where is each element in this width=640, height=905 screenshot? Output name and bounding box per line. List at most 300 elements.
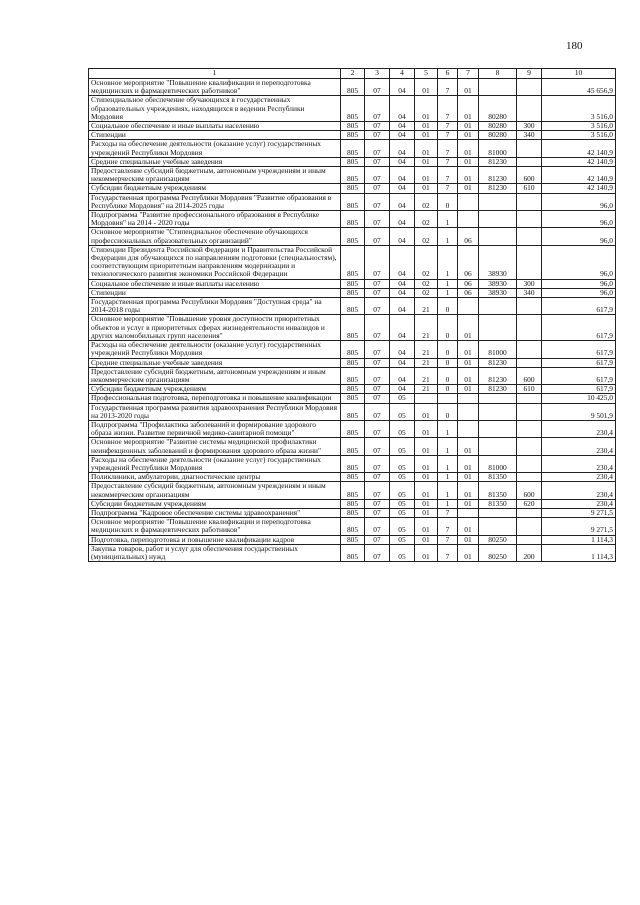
code-cell: 0 bbox=[438, 341, 458, 358]
amount-cell: 42 140,9 bbox=[542, 167, 616, 184]
row-name-cell: Средние специальные учебные заведения bbox=[89, 358, 341, 367]
code-cell: 01 bbox=[458, 367, 479, 384]
code-cell: 38930 bbox=[479, 279, 517, 288]
code-cell: 01 bbox=[458, 358, 479, 367]
table-row bbox=[89, 499, 616, 508]
code-cell: 1 bbox=[438, 499, 458, 508]
code-cell: 1 bbox=[438, 420, 458, 437]
code-cell: 05 bbox=[390, 455, 415, 472]
code-cell: 7 bbox=[438, 131, 458, 140]
code-cell: 01 bbox=[458, 79, 479, 96]
code-cell: 81230 bbox=[479, 358, 517, 367]
code-cell bbox=[458, 394, 479, 403]
code-cell bbox=[458, 193, 479, 210]
table-row bbox=[89, 140, 616, 157]
code-cell: 07 bbox=[365, 438, 390, 455]
code-cell: 805 bbox=[341, 184, 365, 193]
table-row bbox=[89, 245, 616, 279]
code-cell: 805 bbox=[341, 455, 365, 472]
code-cell: 805 bbox=[341, 288, 365, 297]
code-cell: 07 bbox=[365, 288, 390, 297]
code-cell bbox=[479, 228, 517, 245]
table-row bbox=[89, 508, 616, 517]
row-name-cell: Стипендии Президента Российской Федерации и Правительства Российской Федерации для обучающихся по направлениям подготовки (специальностям), соответствующим приоритетным направлениям модернизации и технологического развития экономики Российской Федерации bbox=[89, 245, 341, 279]
table-row bbox=[89, 473, 616, 482]
code-cell bbox=[479, 79, 517, 96]
header-cell: 8 bbox=[479, 69, 517, 79]
code-cell: 1 bbox=[438, 245, 458, 279]
code-cell: 01 bbox=[458, 535, 479, 544]
code-cell: 81230 bbox=[479, 385, 517, 394]
amount-cell: 230,4 bbox=[542, 473, 616, 482]
table-row bbox=[89, 358, 616, 367]
code-cell: 01 bbox=[415, 79, 438, 96]
amount-cell: 3 516,0 bbox=[542, 96, 616, 122]
code-cell: 05 bbox=[390, 420, 415, 437]
code-cell bbox=[517, 518, 542, 535]
code-cell: 1 bbox=[438, 473, 458, 482]
code-cell: 01 bbox=[415, 473, 438, 482]
row-name-cell: Подпрограмма "Профилактика заболеваний и формирование здорового образа жизни. Развитие первичной медико-санитарной помощи" bbox=[89, 420, 341, 437]
code-cell: 01 bbox=[458, 131, 479, 140]
code-cell bbox=[479, 298, 517, 315]
code-cell: 01 bbox=[415, 157, 438, 166]
row-name-cell: Социальное обеспечение и иные выплаты населению bbox=[89, 122, 341, 131]
row-name-cell: Основное мероприятие "Повышение квалификации и переподготовка медицинских и фармацевтических работников" bbox=[89, 79, 341, 96]
code-cell: 07 bbox=[365, 96, 390, 122]
row-name-cell: Расходы на обеспечение деятельности (оказание услуг) государственных учреждений Республики Мордовия bbox=[89, 140, 341, 157]
row-name-cell: Субсидии бюджетным учреждениям bbox=[89, 184, 341, 193]
amount-cell: 42 140,9 bbox=[542, 157, 616, 166]
code-cell: 02 bbox=[415, 245, 438, 279]
amount-cell: 230,4 bbox=[542, 438, 616, 455]
code-cell: 07 bbox=[365, 193, 390, 210]
table-row bbox=[89, 193, 616, 210]
code-cell: 04 bbox=[390, 193, 415, 210]
code-cell bbox=[458, 211, 479, 228]
code-cell: 02 bbox=[415, 193, 438, 210]
code-cell bbox=[458, 508, 479, 517]
code-cell: 01 bbox=[415, 455, 438, 472]
code-cell: 21 bbox=[415, 367, 438, 384]
row-name-cell: Социальное обеспечение и иные выплаты населению bbox=[89, 279, 341, 288]
code-cell: 04 bbox=[390, 211, 415, 228]
table-row bbox=[89, 482, 616, 499]
code-cell: 04 bbox=[390, 385, 415, 394]
amount-cell: 42 140,9 bbox=[542, 140, 616, 157]
code-cell: 805 bbox=[341, 473, 365, 482]
code-cell: 610 bbox=[517, 385, 542, 394]
table-row bbox=[89, 298, 616, 315]
code-cell bbox=[517, 341, 542, 358]
code-cell: 07 bbox=[365, 279, 390, 288]
code-cell: 01 bbox=[458, 140, 479, 157]
code-cell: 80280 bbox=[479, 131, 517, 140]
row-name-cell: Расходы на обеспечение деятельности (оказание услуг) государственных учреждений Республики Мордовия bbox=[89, 341, 341, 358]
code-cell: 05 bbox=[390, 403, 415, 420]
code-cell: 610 bbox=[517, 184, 542, 193]
amount-cell: 9 501,9 bbox=[542, 403, 616, 420]
code-cell: 04 bbox=[390, 358, 415, 367]
code-cell: 01 bbox=[458, 473, 479, 482]
table-row bbox=[89, 288, 616, 297]
code-cell: 600 bbox=[517, 167, 542, 184]
code-cell: 01 bbox=[458, 315, 479, 341]
amount-cell: 96,0 bbox=[542, 228, 616, 245]
code-cell: 7 bbox=[438, 544, 458, 561]
code-cell: 620 bbox=[517, 499, 542, 508]
code-cell: 200 bbox=[517, 544, 542, 561]
code-cell: 07 bbox=[365, 420, 390, 437]
code-cell: 7 bbox=[438, 157, 458, 166]
row-name-cell: Основное мероприятие "Повышение уровня доступности приоритетных объектов и услуг в приоритетных сферах жизнедеятельности инвалидов и других маломобильных групп населения" bbox=[89, 315, 341, 341]
code-cell: 1 bbox=[438, 228, 458, 245]
amount-cell: 617,9 bbox=[542, 315, 616, 341]
code-cell: 01 bbox=[415, 96, 438, 122]
code-cell: 01 bbox=[458, 184, 479, 193]
code-cell: 07 bbox=[365, 535, 390, 544]
code-cell: 805 bbox=[341, 298, 365, 315]
code-cell bbox=[458, 298, 479, 315]
code-cell: 805 bbox=[341, 140, 365, 157]
amount-cell: 230,4 bbox=[542, 455, 616, 472]
code-cell: 805 bbox=[341, 122, 365, 131]
code-cell: 81230 bbox=[479, 184, 517, 193]
code-cell: 04 bbox=[390, 122, 415, 131]
code-cell: 7 bbox=[438, 96, 458, 122]
amount-cell: 1 114,3 bbox=[542, 544, 616, 561]
row-name-cell: Государственная программа Республики Мордовия "Доступная среда" на 2014-2018 годы bbox=[89, 298, 341, 315]
table-row bbox=[89, 535, 616, 544]
code-cell: 7 bbox=[438, 140, 458, 157]
code-cell: 01 bbox=[458, 455, 479, 472]
code-cell: 805 bbox=[341, 367, 365, 384]
code-cell: 04 bbox=[390, 157, 415, 166]
code-cell: 81230 bbox=[479, 157, 517, 166]
header-cell: 5 bbox=[415, 69, 438, 79]
code-cell: 01 bbox=[415, 438, 438, 455]
code-cell bbox=[479, 508, 517, 517]
row-name-cell: Стипендии bbox=[89, 288, 341, 297]
code-cell: 805 bbox=[341, 420, 365, 437]
code-cell: 07 bbox=[365, 455, 390, 472]
header-cell: 9 bbox=[517, 69, 542, 79]
code-cell: 06 bbox=[458, 228, 479, 245]
code-cell bbox=[517, 193, 542, 210]
code-cell: 07 bbox=[365, 544, 390, 561]
code-cell: 0 bbox=[438, 358, 458, 367]
code-cell bbox=[517, 140, 542, 157]
code-cell: 805 bbox=[341, 499, 365, 508]
amount-cell: 9 271,5 bbox=[542, 518, 616, 535]
code-cell: 7 bbox=[438, 79, 458, 96]
amount-cell: 230,4 bbox=[542, 420, 616, 437]
table-row bbox=[89, 122, 616, 131]
budget-table bbox=[88, 68, 616, 562]
table-row bbox=[89, 544, 616, 561]
code-cell: 805 bbox=[341, 544, 365, 561]
amount-cell: 3 516,0 bbox=[542, 122, 616, 131]
code-cell: 07 bbox=[365, 367, 390, 384]
code-cell: 05 bbox=[390, 394, 415, 403]
amount-cell: 42 140,9 bbox=[542, 184, 616, 193]
code-cell bbox=[517, 211, 542, 228]
code-cell: 21 bbox=[415, 341, 438, 358]
code-cell bbox=[517, 79, 542, 96]
code-cell bbox=[415, 394, 438, 403]
header-cell: 1 bbox=[89, 69, 341, 79]
code-cell: 05 bbox=[390, 535, 415, 544]
code-cell: 02 bbox=[415, 288, 438, 297]
row-name-cell: Профессиональная подготовка, переподготовка и повышение квалификации bbox=[89, 394, 341, 403]
code-cell: 01 bbox=[458, 518, 479, 535]
code-cell: 04 bbox=[390, 79, 415, 96]
code-cell: 07 bbox=[365, 499, 390, 508]
code-cell: 805 bbox=[341, 211, 365, 228]
code-cell: 07 bbox=[365, 211, 390, 228]
code-cell: 01 bbox=[415, 508, 438, 517]
code-cell: 07 bbox=[365, 518, 390, 535]
code-cell: 07 bbox=[365, 79, 390, 96]
code-cell bbox=[517, 298, 542, 315]
code-cell: 01 bbox=[458, 438, 479, 455]
row-name-cell: Поликлиники, амбулатории, диагностические центры bbox=[89, 473, 341, 482]
code-cell: 04 bbox=[390, 167, 415, 184]
code-cell: 01 bbox=[415, 535, 438, 544]
code-cell: 04 bbox=[390, 298, 415, 315]
code-cell: 01 bbox=[415, 403, 438, 420]
row-name-cell: Средние специальные учебные заведения bbox=[89, 157, 341, 166]
code-cell: 04 bbox=[390, 315, 415, 341]
code-cell: 05 bbox=[390, 473, 415, 482]
table-header bbox=[89, 69, 616, 79]
code-cell bbox=[517, 508, 542, 517]
code-cell bbox=[438, 394, 458, 403]
code-cell: 05 bbox=[390, 518, 415, 535]
row-name-cell: Предоставление субсидий бюджетным, автономным учреждениям и иным некоммерческим организациям bbox=[89, 367, 341, 384]
code-cell: 07 bbox=[365, 473, 390, 482]
code-cell bbox=[479, 315, 517, 341]
code-cell: 07 bbox=[365, 298, 390, 315]
code-cell: 07 bbox=[365, 228, 390, 245]
code-cell: 01 bbox=[458, 544, 479, 561]
code-cell: 01 bbox=[458, 167, 479, 184]
code-cell: 805 bbox=[341, 157, 365, 166]
code-cell: 1 bbox=[438, 455, 458, 472]
code-cell: 05 bbox=[390, 482, 415, 499]
code-cell: 07 bbox=[365, 341, 390, 358]
header-cell: 10 bbox=[542, 69, 616, 79]
code-cell bbox=[479, 518, 517, 535]
code-cell: 07 bbox=[365, 394, 390, 403]
code-cell: 05 bbox=[390, 508, 415, 517]
code-cell: 80280 bbox=[479, 96, 517, 122]
code-cell: 0 bbox=[438, 298, 458, 315]
code-cell: 805 bbox=[341, 438, 365, 455]
code-cell: 805 bbox=[341, 167, 365, 184]
code-cell: 01 bbox=[415, 482, 438, 499]
code-cell: 07 bbox=[365, 131, 390, 140]
code-cell: 07 bbox=[365, 184, 390, 193]
amount-cell: 617,9 bbox=[542, 367, 616, 384]
code-cell: 04 bbox=[390, 245, 415, 279]
table-row bbox=[89, 279, 616, 288]
amount-cell: 230,4 bbox=[542, 499, 616, 508]
code-cell bbox=[517, 535, 542, 544]
row-name-cell: Предоставление субсидий бюджетным, автономным учреждениям и иным некоммерческим организациям bbox=[89, 482, 341, 499]
code-cell bbox=[517, 228, 542, 245]
code-cell: 0 bbox=[438, 315, 458, 341]
row-name-cell: Подпрограмма "Кадровое обеспечение системы здравоохранения" bbox=[89, 508, 341, 517]
code-cell: 01 bbox=[415, 420, 438, 437]
code-cell: 340 bbox=[517, 288, 542, 297]
table-row bbox=[89, 420, 616, 437]
code-cell: 7 bbox=[438, 167, 458, 184]
table-row bbox=[89, 167, 616, 184]
code-cell bbox=[517, 157, 542, 166]
code-cell: 1 bbox=[438, 279, 458, 288]
code-cell bbox=[458, 420, 479, 437]
code-cell: 81000 bbox=[479, 140, 517, 157]
row-name-cell: Субсидии бюджетным учреждениям bbox=[89, 385, 341, 394]
code-cell bbox=[517, 394, 542, 403]
code-cell: 80250 bbox=[479, 535, 517, 544]
code-cell: 01 bbox=[458, 122, 479, 131]
code-cell: 01 bbox=[415, 499, 438, 508]
header-cell: 7 bbox=[458, 69, 479, 79]
table-row bbox=[89, 157, 616, 166]
code-cell: 07 bbox=[365, 403, 390, 420]
code-cell: 805 bbox=[341, 341, 365, 358]
code-cell: 04 bbox=[390, 367, 415, 384]
table-row bbox=[89, 341, 616, 358]
table-row bbox=[89, 518, 616, 535]
header-cell: 3 bbox=[365, 69, 390, 79]
row-name-cell: Подготовка, переподготовка и повышение квалификации кадров bbox=[89, 535, 341, 544]
code-cell: 02 bbox=[415, 211, 438, 228]
code-cell: 340 bbox=[517, 131, 542, 140]
table-row bbox=[89, 315, 616, 341]
amount-cell: 617,9 bbox=[542, 385, 616, 394]
code-cell: 7 bbox=[438, 518, 458, 535]
code-cell: 7 bbox=[438, 122, 458, 131]
code-cell: 01 bbox=[458, 499, 479, 508]
code-cell bbox=[479, 394, 517, 403]
code-cell: 805 bbox=[341, 228, 365, 245]
row-name-cell: Предоставление субсидий бюджетным, автономным учреждениям и иным некоммерческим организациям bbox=[89, 167, 341, 184]
code-cell: 07 bbox=[365, 508, 390, 517]
code-cell: 300 bbox=[517, 279, 542, 288]
row-name-cell: Подпрограмма "Развитие профессионального образования в Республике Мордовия" на 2014 - 2020 годы bbox=[89, 211, 341, 228]
code-cell: 01 bbox=[458, 157, 479, 166]
row-name-cell: Закупка товаров, работ и услуг для обеспечения государственных (муниципальных) нужд bbox=[89, 544, 341, 561]
code-cell: 0 bbox=[438, 193, 458, 210]
code-cell: 01 bbox=[458, 385, 479, 394]
code-cell bbox=[517, 438, 542, 455]
code-cell: 80250 bbox=[479, 544, 517, 561]
header-cell: 2 bbox=[341, 69, 365, 79]
amount-cell: 9 271,5 bbox=[542, 508, 616, 517]
code-cell: 21 bbox=[415, 385, 438, 394]
code-cell bbox=[479, 420, 517, 437]
amount-cell: 96,0 bbox=[542, 245, 616, 279]
table-row bbox=[89, 394, 616, 403]
row-name-cell: Государственная программа Республики Мордовия "Развитие образования в Республике Мордовия" на 2014-2025 годы bbox=[89, 193, 341, 210]
code-cell: 07 bbox=[365, 482, 390, 499]
row-name-cell: Основное мероприятие "Стипендиальное обеспечение обучающихся профессиональных образовательных организаций" bbox=[89, 228, 341, 245]
amount-cell: 96,0 bbox=[542, 279, 616, 288]
code-cell bbox=[517, 96, 542, 122]
row-name-cell: Стипендиальное обеспечение обучающихся в государственных образовательных учреждениях, находящихся в ведении Республики Мордовия bbox=[89, 96, 341, 122]
code-cell: 600 bbox=[517, 482, 542, 499]
code-cell: 05 bbox=[390, 499, 415, 508]
code-cell: 04 bbox=[390, 228, 415, 245]
code-cell: 05 bbox=[390, 438, 415, 455]
amount-cell: 96,0 bbox=[542, 288, 616, 297]
row-name-cell: Стипендии bbox=[89, 131, 341, 140]
table-row bbox=[89, 211, 616, 228]
code-cell: 805 bbox=[341, 403, 365, 420]
code-cell: 1 bbox=[438, 438, 458, 455]
code-cell: 805 bbox=[341, 508, 365, 517]
table-body bbox=[89, 79, 616, 562]
code-cell: 805 bbox=[341, 193, 365, 210]
header-row bbox=[89, 69, 616, 79]
amount-cell: 1 114,3 bbox=[542, 535, 616, 544]
code-cell: 7 bbox=[438, 184, 458, 193]
code-cell: 01 bbox=[415, 544, 438, 561]
code-cell: 07 bbox=[365, 315, 390, 341]
code-cell: 81350 bbox=[479, 473, 517, 482]
code-cell bbox=[517, 403, 542, 420]
code-cell bbox=[517, 455, 542, 472]
code-cell: 7 bbox=[438, 508, 458, 517]
code-cell bbox=[479, 438, 517, 455]
code-cell: 805 bbox=[341, 394, 365, 403]
code-cell: 04 bbox=[390, 140, 415, 157]
header-cell: 4 bbox=[390, 69, 415, 79]
code-cell: 7 bbox=[438, 535, 458, 544]
code-cell: 300 bbox=[517, 122, 542, 131]
code-cell: 07 bbox=[365, 140, 390, 157]
amount-cell: 617,9 bbox=[542, 358, 616, 367]
code-cell: 07 bbox=[365, 245, 390, 279]
amount-cell: 230,4 bbox=[542, 482, 616, 499]
code-cell: 805 bbox=[341, 96, 365, 122]
table-row bbox=[89, 184, 616, 193]
row-name-cell: Субсидии бюджетным учреждениям bbox=[89, 499, 341, 508]
code-cell: 04 bbox=[390, 279, 415, 288]
code-cell bbox=[458, 403, 479, 420]
code-cell: 06 bbox=[458, 288, 479, 297]
code-cell: 01 bbox=[458, 482, 479, 499]
code-cell: 07 bbox=[365, 157, 390, 166]
code-cell bbox=[517, 315, 542, 341]
table-row bbox=[89, 438, 616, 455]
code-cell: 0 bbox=[438, 403, 458, 420]
row-name-cell: Государственная программа развития здравоохранения Республики Мордовия на 2013-2020 годы bbox=[89, 403, 341, 420]
code-cell: 21 bbox=[415, 358, 438, 367]
table-row bbox=[89, 131, 616, 140]
code-cell: 01 bbox=[415, 140, 438, 157]
code-cell bbox=[479, 193, 517, 210]
amount-cell: 617,9 bbox=[542, 298, 616, 315]
amount-cell: 10 425,0 bbox=[542, 394, 616, 403]
code-cell: 01 bbox=[415, 167, 438, 184]
code-cell: 21 bbox=[415, 298, 438, 315]
code-cell: 06 bbox=[458, 245, 479, 279]
code-cell: 07 bbox=[365, 167, 390, 184]
